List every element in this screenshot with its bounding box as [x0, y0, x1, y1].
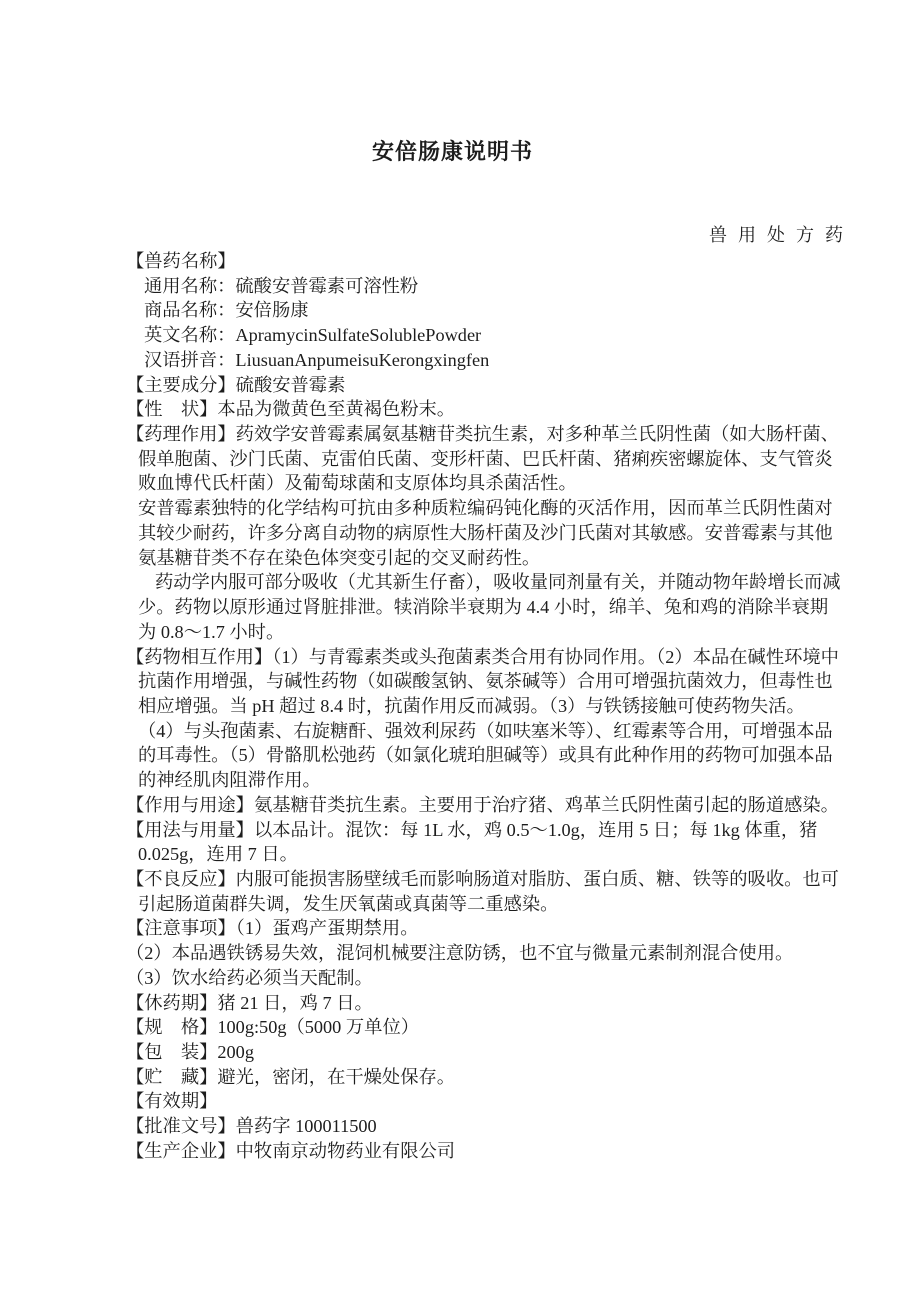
page-title: 安倍肠康说明书 — [371, 139, 533, 164]
document-body — [126, 249, 866, 1164]
doc-line: 【药理作用】药效学安普霉素属氨基糖苷类抗生素，对多种革兰氏阴性菌（如大肠杆菌、 — [126, 424, 839, 445]
doc-line: 其较少耐药，许多分离自动物的病原性大肠杆菌及沙门氏菌对其敏感。安普霉素与其他 — [138, 522, 833, 543]
doc-line: 败血博代氏杆菌）及葡萄球菌和支原体均具杀菌活性。 — [138, 473, 577, 494]
doc-line: 【用法与用量】以本品计。混饮：每 1L 水，鸡 0.5～1.0g，连用 5 日；每 1kg 体重，猪 — [126, 819, 818, 840]
doc-line: 【贮 藏】避光，密闭，在干燥处保存。 — [126, 1066, 456, 1087]
doc-line: （4）与头孢菌素、右旋糖酐、强效利尿药（如呋塞米等）、红霉素等合用，可增强本品 — [138, 720, 833, 741]
rx-classification-label: 兽用处方药 — [709, 225, 854, 245]
doc-line: 【生产企业】中牧南京动物药业有限公司 — [126, 1140, 456, 1161]
doc-line: 【兽药名称】 — [126, 251, 236, 271]
doc-line: 引起肠道菌群失调，发生厌氧菌或真菌等二重感染。 — [138, 893, 559, 914]
doc-line: 【规 格】100g:50g（5000 万单位） — [126, 1017, 420, 1038]
doc-line: 相应增强。当 pH 超过 8.4 时，抗菌作用反而减弱。（3）与铁锈接触可使药物失活。 — [138, 695, 805, 716]
doc-line: 假单胞菌、沙门氏菌、克雷伯氏菌、变形杆菌、巴氏杆菌、猪痢疾密螺旋体、支气管炎 — [138, 448, 833, 469]
doc-line: 药动学内服可部分吸收（尤其新生仔畜），吸收量同剂量有关，并随动物年龄增长而减 — [155, 572, 841, 593]
doc-line: 【有效期】 — [126, 1091, 218, 1112]
doc-line: 英文名称：ApramycinSulfateSolublePowder — [144, 325, 482, 346]
doc-line: 【药物相互作用】（1）与青霉素类或头孢菌素类合用有协同作用。（2）本品在碱性环境中 — [126, 646, 839, 667]
doc-line: 商品名称：安倍肠康 — [144, 300, 309, 321]
doc-line: 【批准文号】兽药字 100011500 — [126, 1116, 377, 1137]
doc-line: （2）本品遇铁锈易失效，混饲机械要注意防锈，也不宜与微量元素制剂混合使用。 — [126, 943, 794, 964]
doc-line: 【注意事项】（1）蛋鸡产蛋期禁用。 — [126, 918, 419, 939]
doc-line: 通用名称：硫酸安普霉素可溶性粉 — [144, 275, 419, 296]
doc-line: 抗菌作用增强，与碱性药物（如碳酸氢钠、氨茶碱等）合用可增强抗菌效力，但毒性也 — [138, 671, 833, 692]
doc-line: 【包 装】200g — [126, 1042, 254, 1062]
doc-line: （3）饮水给药必须当天配制。 — [126, 967, 373, 988]
doc-line: 少。药物以原形通过肾脏排泄。犊消除半衰期为 4.4 小时，绵羊、兔和鸡的消除半衰期 — [138, 597, 829, 618]
doc-line: 的耳毒性。（5）骨骼肌松弛药（如氯化琥珀胆碱等）或具有此种作用的药物可加强本品 — [138, 745, 833, 766]
doc-line: 【主要成分】硫酸安普霉素 — [126, 374, 346, 395]
doc-line: 【休药期】猪 21 日，鸡 7 日。 — [126, 992, 373, 1013]
doc-line: 【性 状】本品为微黄色至黄褐色粉末。 — [126, 399, 456, 420]
doc-line: 的神经肌肉阻滞作用。 — [138, 770, 321, 791]
doc-line: 【不良反应】内服可能损害肠壁绒毛而影响肠道对脂肪、蛋白质、糖、铁等的吸收。也可 — [126, 868, 839, 889]
doc-line: 0.025g，连用 7 日。 — [138, 844, 298, 865]
doc-line: 汉语拼音：LiusuanAnpumeisuKerongxingfen — [144, 349, 490, 370]
doc-line: 为 0.8～1.7 小时。 — [138, 621, 285, 642]
doc-line: 【作用与用途】氨基糖苷类抗生素。主要用于治疗猪、鸡革兰氏阴性菌引起的肠道感染。 — [126, 794, 839, 815]
doc-line: 氨基糖苷类不存在染色体突变引起的交叉耐药性。 — [138, 547, 541, 568]
doc-line: 安普霉素独特的化学结构可抗由多种质粒编码钝化酶的灭活作用，因而革兰氏阴性菌对 — [138, 498, 833, 519]
